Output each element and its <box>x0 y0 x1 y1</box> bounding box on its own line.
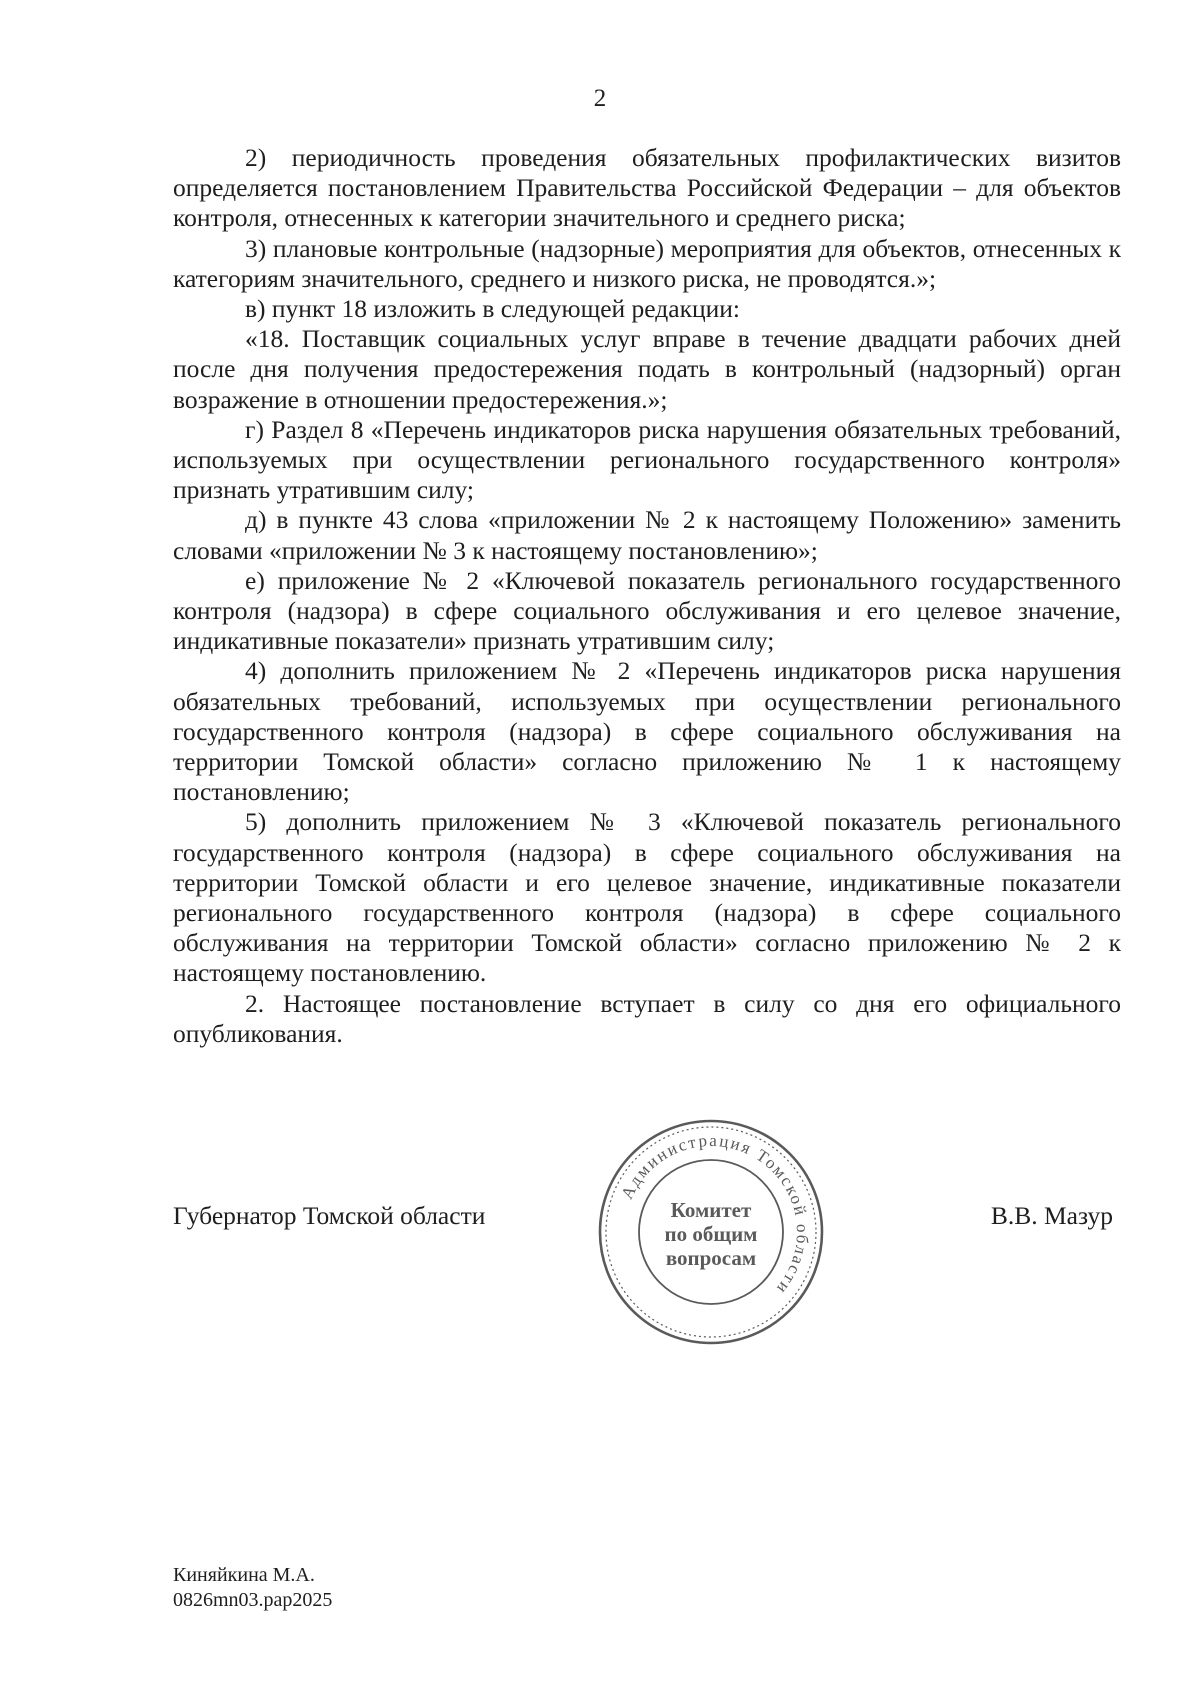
paragraph-subitem-e: е) приложение № 2 «Ключевой показатель регионального государственного контроля (надзора) в сфере социального обслуживания и его целевое значение, индикативные показатели» признать утратившим силу; <box>173 565 1121 656</box>
paragraph-subitem-g: г) Раздел 8 «Перечень индикаторов риска нарушения обязательных требований, используемых при осуществлении регионального государственного контроля» признать утратившим силу; <box>173 414 1121 505</box>
seal-center-line-1: Комитет <box>670 1198 752 1222</box>
official-seal <box>596 1117 826 1347</box>
paragraph-point-18: «18. Поставщик социальных услуг вправе в течение двадцати рабочих дней после дня получения предостережения подать в контрольный (надзорный) орган возражение в отношении предостережения.»; <box>173 324 1121 414</box>
paragraph-item-4: 4) дополнить приложением № 2 «Перечень индикаторов риска нарушения обязательных требований, используемых при осуществлении регионального государственного контроля (надзора) в сфере социального обслуживания на территории Томской области» согласно приложению № 1 к настоящему постановлению; <box>173 656 1121 807</box>
document-body <box>173 143 1121 1049</box>
file-code: 0826mn03.pap2025 <box>173 1589 333 1611</box>
paragraph-item-2-periodicity: 2) периодичность проведения обязательных профилактических визитов определяется постановлением Правительства Российской Федерации – для объектов контроля, отнесенных к категории значительного и среднего риска; <box>173 143 1121 233</box>
paragraph-point-2-effective: 2. Настоящее постановление вступает в силу со дня его официального опубликования. <box>173 988 1121 1048</box>
paragraph-subitem-v: в) пункт 18 изложить в следующей редакции: <box>245 294 740 324</box>
seal-ring-text: Администрация Томской области <box>617 1130 813 1299</box>
page-number: 2 <box>593 85 607 112</box>
paragraph-subitem-d: д) в пункте 43 слова «приложении № 2 к настоящему Положению» заменить словами «приложении № 3 к настоящему постановлению»; <box>173 505 1121 565</box>
executor-name: Киняйкина М.А. <box>173 1564 315 1586</box>
signer-name: В.В. Мазур <box>990 1201 1113 1230</box>
paragraph-item-3-planned-measures: 3) плановые контрольные (надзорные) мероприятия для объектов, отнесенных к категориям значительного, среднего и низкого риска, не проводятся.»; <box>173 233 1121 293</box>
signer-title: Губернатор Томской области <box>173 1201 486 1230</box>
paragraph-item-5: 5) дополнить приложением № 3 «Ключевой показатель регионального государственного контроля (надзора) в сфере социального обслуживания на территории Томской области и его целевое значение, индикативные показатели регионального государственного контроля (надзора) в сфере социального обслуживания на территории Томской области» согласно приложению № 2 к настоящему постановлению. <box>173 807 1121 988</box>
footer-block <box>173 1563 332 1613</box>
seal-center-line-2: по общим <box>664 1222 758 1246</box>
seal-graphic <box>596 1117 826 1347</box>
seal-center-line-3: вопросам <box>665 1246 757 1270</box>
